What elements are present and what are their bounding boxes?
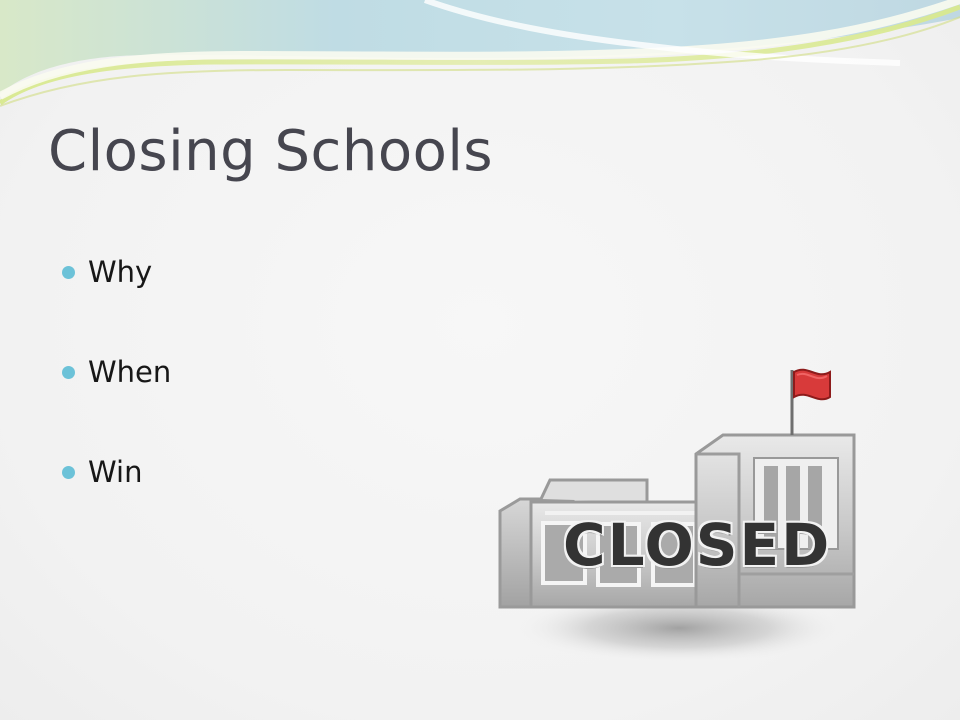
bullet-text-when: When — [88, 355, 172, 389]
bullet-text-win: Win — [88, 455, 143, 489]
bullet-dot-icon — [62, 366, 75, 379]
list-item — [62, 256, 171, 356]
bullet-dot-icon — [62, 466, 75, 479]
bullet-list — [62, 256, 171, 556]
bullet-dot-icon — [62, 266, 75, 279]
list-item — [62, 356, 171, 456]
list-item — [62, 456, 171, 556]
decorative-swoosh — [0, 0, 960, 110]
slide-title: Closing Schools — [48, 119, 494, 184]
closed-sign-text: CLOSED — [563, 511, 832, 579]
bullet-text-why: Why — [88, 255, 153, 289]
